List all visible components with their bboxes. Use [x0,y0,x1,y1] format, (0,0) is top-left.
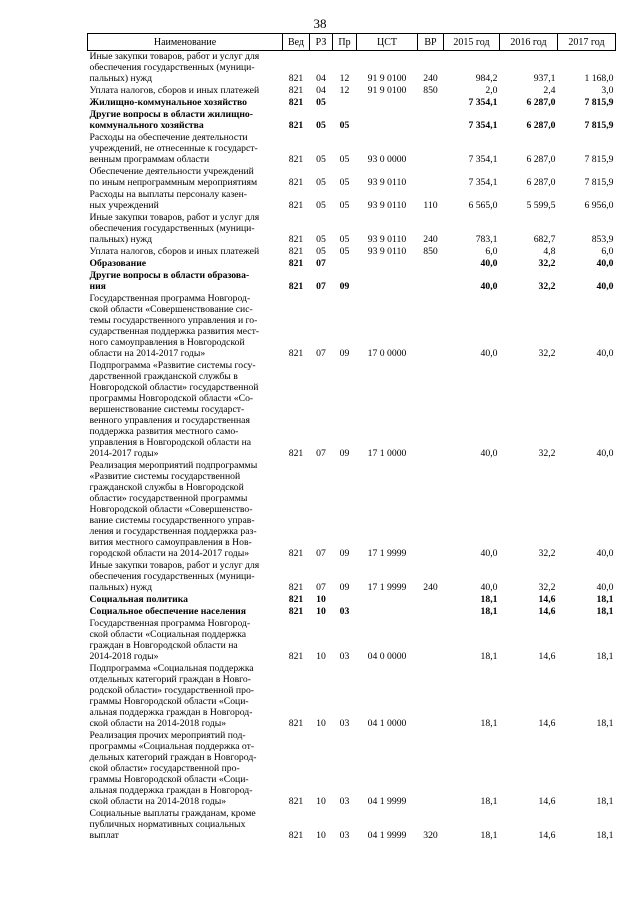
cell-rz: 05 [316,120,326,131]
cell-vr [418,293,444,360]
row-name-line: отдельных категорий граждан в Новго- [89,674,251,685]
row-name-line: вершенствование системы государст- [89,404,245,415]
cell-cst [357,594,418,606]
row-name [88,594,283,606]
cell-y2017: 18,1 [596,594,614,605]
table-row [88,85,616,97]
cell-ved: 821 [288,73,304,84]
row-name [88,730,283,808]
cell-ved: 821 [288,348,304,359]
cell-vr [418,132,444,166]
header-name: Наименование [88,34,283,51]
cell-cst: 17 1 9999 [367,582,407,593]
cell-y2017: 3,0 [601,85,614,96]
table-row [88,293,616,360]
cell-y2015: 18,1 [480,594,498,605]
row-name-line: Расходы на выплаты персоналу казен- [89,189,248,200]
cell-ved: 821 [288,200,304,211]
cell-y2017: 6 956,0 [584,200,614,211]
cell-y2015: 6 565,0 [468,200,498,211]
cell-y2016: 4,8 [543,246,556,257]
row-name-line: области» государственной программы [89,493,248,504]
row-name-line: «Развитие системы государственной [89,471,241,482]
table-header-row [88,34,616,51]
row-name-line: венным программам области [89,154,210,165]
cell-y2015: 18,1 [480,718,498,729]
cell-rz: 05 [316,154,326,165]
row-name-line: по иным непрограммным мероприятиям [89,177,258,188]
cell-y2016: 32,2 [538,258,556,269]
cell-rz: 10 [316,606,326,617]
table-row [88,606,616,618]
cell-rz: 10 [316,651,326,662]
row-name-line: родской области» государственной про- [89,685,255,696]
row-name-line: ской области» государственной про- [89,763,240,774]
cell-y2016: 14,6 [538,606,556,617]
cell-vr [418,730,444,808]
table-row [88,246,616,258]
row-name-line: Уплата налогов, сборов и иных платежей [89,85,260,96]
cell-y2017: 40,0 [596,348,614,359]
cell-y2015: 783,1 [475,234,498,245]
row-name [88,212,283,246]
cell-y2017: 6,0 [601,246,614,257]
cell-ved: 821 [288,548,304,559]
cell-vr [418,618,444,663]
cell-cst [357,606,418,618]
row-name [88,808,283,842]
row-name-line: Другие вопросы в области жилищно- [89,109,253,120]
cell-ved: 821 [288,830,304,841]
row-name [88,618,283,663]
row-name-line: ления и государственная поддержка раз- [89,526,257,537]
row-name-line: ния [89,281,106,292]
cell-y2016: 32,2 [538,548,556,559]
cell-ved: 821 [288,234,304,245]
row-name [88,132,283,166]
header-rz: РЗ [310,34,333,51]
header-ved: Вед [283,34,310,51]
row-name-line: обеспечения государственных (муници- [89,223,255,234]
cell-y2017: 7 815,9 [584,97,614,108]
cell-vr [418,606,444,618]
cell-y2016: 2,4 [543,85,556,96]
cell-pr [333,594,357,606]
row-name-line: Социальная политика [89,594,189,605]
cell-y2017: 18,1 [596,606,614,617]
row-name-line: Государственная программа Новгород- [89,618,251,629]
cell-y2015: 40,0 [480,582,498,593]
cell-vr [418,258,444,270]
cell-cst [357,270,418,293]
cell-y2016: 6 287,0 [526,120,556,131]
cell-y2017: 18,1 [596,651,614,662]
cell-pr: 12 [339,73,350,84]
table-row [88,808,616,842]
cell-vr [418,109,444,132]
cell-y2016: 32,2 [538,582,556,593]
cell-cst: 93 9 0110 [367,234,407,245]
row-name-line: городской области на 2014-2017 годы» [89,548,250,559]
row-name [88,460,283,560]
cell-y2015: 40,0 [480,258,498,269]
row-name-line: ской области «Социальная поддержка [89,629,247,640]
header-cst: ЦСТ [357,34,418,51]
cell-y2015: 40,0 [480,548,498,559]
row-name [88,258,283,270]
cell-pr: 09 [339,582,350,593]
table-row [88,730,616,808]
row-name-line: альная поддержка граждан в Новгород- [89,785,253,796]
cell-y2015: 984,2 [475,73,498,84]
row-name-line: пальных) нужд [89,582,153,593]
row-name [88,560,283,594]
cell-y2015: 7 354,1 [468,154,498,165]
cell-y2016: 6 287,0 [526,154,556,165]
cell-y2016: 32,2 [538,281,556,292]
cell-ved: 821 [288,258,304,269]
row-name [88,293,283,360]
row-name-line: обеспечения государственных (муници- [89,62,255,73]
cell-rz: 05 [316,200,326,211]
cell-pr: 09 [339,348,350,359]
cell-y2017: 40,0 [596,448,614,459]
row-name-line: области на 2014-2017 годы» [89,348,206,359]
cell-pr: 05 [339,120,350,131]
row-name-line: темы государственного управления и го- [89,315,258,326]
table-row [88,258,616,270]
cell-ved: 821 [288,120,304,131]
cell-ved: 821 [288,651,304,662]
cell-rz: 07 [316,448,326,459]
row-name-line: коммунального хозяйства [89,120,204,131]
cell-ved: 821 [288,594,304,605]
row-name [88,360,283,460]
row-name-line: Другие вопросы в области образова- [89,270,250,281]
cell-y2016: 6 287,0 [526,97,556,108]
page-number: 38 [313,16,327,31]
row-name-line: вития местного самоуправления в Нов- [89,537,252,548]
header-2017: 2017 год [558,34,616,51]
row-name-line: Уплата налогов, сборов и иных платежей [89,246,260,257]
row-name-line: Новгородской области» государственной [89,382,259,393]
cell-pr [333,97,357,109]
cell-rz: 05 [316,97,326,108]
row-name [88,270,283,293]
row-name-line: граммы Новгородской области «Соци- [89,774,249,785]
header-2015: 2015 год [444,34,500,51]
table-row [88,109,616,132]
row-name-line: Реализация прочих мероприятий под- [89,730,246,741]
cell-pr: 09 [339,448,350,459]
cell-y2017: 18,1 [596,830,614,841]
row-name-line: гражданской службы в Новгородской [89,482,244,493]
cell-rz: 10 [316,830,326,841]
cell-cst: 17 0 0000 [367,348,407,359]
cell-cst: 17 1 9999 [367,548,407,559]
row-name-line: пальных) нужд [89,234,153,245]
cell-y2015: 18,1 [480,651,498,662]
table-row [88,212,616,246]
cell-y2016: 14,6 [538,830,556,841]
cell-rz: 07 [316,348,326,359]
cell-y2017: 7 815,9 [584,120,614,131]
row-name-line: Образование [89,258,147,269]
row-name-line: поддержка развития местного само- [89,426,239,437]
cell-cst: 93 9 0110 [367,177,407,188]
cell-pr: 12 [339,85,350,96]
cell-y2017: 40,0 [596,258,614,269]
cell-y2015: 40,0 [480,448,498,459]
cell-cst: 93 9 0110 [367,200,407,211]
cell-y2016: 6 287,0 [526,177,556,188]
budget-table-body [88,51,616,843]
cell-pr: 09 [339,281,350,292]
cell-rz: 05 [316,177,326,188]
cell-pr: 05 [339,234,350,245]
row-name-line: ного самоуправления в Новгородской [89,337,245,348]
cell-cst [357,258,418,270]
cell-rz: 10 [316,594,326,605]
row-name-line: Подпрограмма «Развитие системы госу- [89,360,256,371]
cell-vr: 240 [423,582,438,593]
cell-vr [418,360,444,460]
cell-vr [418,460,444,560]
cell-ved: 821 [288,246,304,257]
cell-y2017: 7 815,9 [584,154,614,165]
cell-ved: 821 [288,606,304,617]
row-name-line: дельных категорий граждан в Новгород- [89,752,257,763]
cell-cst [357,109,418,132]
cell-y2016: 682,7 [533,234,556,245]
row-name [88,606,283,618]
cell-rz: 07 [316,548,326,559]
cell-rz: 10 [316,718,326,729]
cell-pr: 03 [339,606,350,617]
row-name-line: Обеспечение деятельности учреждений [89,166,254,177]
cell-y2015: 18,1 [480,606,498,617]
table-row [88,189,616,212]
row-name-line: программы «Социальная поддержка от- [89,741,255,752]
cell-vr: 850 [423,246,438,257]
row-name-line: управления в Новгородской области на [89,437,252,448]
row-name-line: обеспечения государственных (муници- [89,571,255,582]
cell-y2017: 40,0 [596,548,614,559]
cell-rz: 04 [316,85,326,96]
cell-y2016: 14,6 [538,651,556,662]
cell-y2015: 2,0 [485,85,498,96]
row-name-line: учреждений, не отнесенные к государст- [89,143,258,154]
header-vr: ВР [418,34,444,51]
cell-y2015: 7 354,1 [468,120,498,131]
table-row [88,594,616,606]
cell-y2017: 853,9 [591,234,614,245]
row-name [88,166,283,189]
cell-y2016: 14,6 [538,718,556,729]
cell-y2015: 40,0 [480,281,498,292]
row-name-line: граммы Новгородской области «Соци- [89,696,249,707]
row-name-line: Социальные выплаты гражданам, кроме [89,808,256,819]
cell-y2016: 5 599,5 [526,200,556,211]
cell-y2015: 7 354,1 [468,177,498,188]
table-row [88,460,616,560]
cell-ved: 821 [288,85,304,96]
cell-pr: 03 [339,718,350,729]
cell-y2017: 7 815,9 [584,177,614,188]
cell-rz: 07 [316,281,326,292]
cell-y2015: 7 354,1 [468,97,498,108]
cell-y2015: 18,1 [480,796,498,807]
row-name-line: Расходы на обеспечение деятельности [89,132,248,143]
cell-pr: 03 [339,830,350,841]
table-row [88,360,616,460]
cell-ved: 821 [288,796,304,807]
cell-pr: 05 [339,154,350,165]
cell-cst: 93 0 0000 [367,154,407,165]
row-name [88,51,283,86]
cell-pr: 05 [339,200,350,211]
cell-rz: 07 [316,582,326,593]
row-name [88,97,283,109]
row-name-line: Иные закупки товаров, работ и услуг для [89,560,260,571]
cell-ved: 821 [288,448,304,459]
cell-vr: 850 [423,85,438,96]
table-row [88,132,616,166]
cell-pr: 05 [339,246,350,257]
cell-vr [418,97,444,109]
cell-y2016: 32,2 [538,448,556,459]
cell-cst: 04 1 9999 [367,830,407,841]
cell-ved: 821 [288,582,304,593]
cell-rz: 07 [316,258,326,269]
cell-y2017: 40,0 [596,582,614,593]
row-name-line: венного управления и государственная [89,415,250,426]
row-name-line: пальных) нужд [89,73,153,84]
row-name-line: альная поддержка граждан в Новгород- [89,707,253,718]
cell-y2017: 18,1 [596,796,614,807]
row-name-line: Иные закупки товаров, работ и услуг для [89,212,260,223]
cell-vr: 320 [423,830,438,841]
row-name-line: публичных нормативных социальных [89,819,246,830]
row-name-line: выплат [89,830,119,841]
cell-pr: 05 [339,177,350,188]
cell-y2015: 40,0 [480,348,498,359]
row-name-line: программы Новгородской области «Со- [89,393,254,404]
cell-vr: 240 [423,234,438,245]
cell-vr: 110 [423,200,438,211]
row-name-line: ской области на 2014-2018 годы» [89,718,227,729]
cell-rz: 10 [316,796,326,807]
row-name-line: 2014-2017 годы» [89,448,159,459]
table-row [88,560,616,594]
table-row [88,270,616,293]
cell-vr [418,594,444,606]
row-name-line: ской области «Совершенствование сис- [89,304,253,315]
cell-cst: 91 9 0100 [367,85,407,96]
cell-y2017: 18,1 [596,718,614,729]
cell-y2016: 14,6 [538,594,556,605]
cell-y2016: 14,6 [538,796,556,807]
row-name [88,189,283,212]
row-name-line: граждан в Новгородской области на [89,640,238,651]
row-name-line: Иные закупки товаров, работ и услуг для [89,51,260,62]
cell-pr: 03 [339,651,350,662]
row-name [88,85,283,97]
cell-rz: 05 [316,246,326,257]
cell-cst: 93 9 0110 [367,246,407,257]
cell-pr: 09 [339,548,350,559]
cell-ved: 821 [288,177,304,188]
cell-cst: 04 1 0000 [367,718,407,729]
cell-vr [418,270,444,293]
cell-cst: 04 0 0000 [367,651,407,662]
cell-cst [357,97,418,109]
cell-y2015: 6,0 [485,246,498,257]
cell-rz: 04 [316,73,326,84]
row-name-line: сударственная поддержка развития мест- [89,326,260,337]
cell-rz: 05 [316,234,326,245]
cell-ved: 821 [288,281,304,292]
cell-cst: 91 9 0100 [367,73,407,84]
row-name-line: ных учреждений [89,200,159,211]
table-row [88,97,616,109]
row-name [88,663,283,730]
cell-pr [333,258,357,270]
row-name-line: дарственной гражданской службы в [89,371,238,382]
row-name [88,109,283,132]
cell-y2015: 18,1 [480,830,498,841]
table-row [88,166,616,189]
row-name-line: 2014-2018 годы» [89,651,159,662]
row-name-line: Государственная программа Новгород- [89,293,251,304]
cell-y2016: 937,1 [533,73,556,84]
row-name-line: Подпрограмма «Социальная поддержка [89,663,254,674]
row-name-line: Реализация мероприятий подпрограммы [89,460,258,471]
cell-y2017: 40,0 [596,281,614,292]
budget-table [87,33,616,842]
cell-ved: 821 [288,718,304,729]
header-pr: Пр [333,34,357,51]
table-row [88,51,616,86]
cell-vr [418,166,444,189]
header-2016: 2016 год [500,34,558,51]
cell-y2016: 32,2 [538,348,556,359]
row-name [88,246,283,258]
cell-cst: 17 1 0000 [367,448,407,459]
cell-pr: 03 [339,796,350,807]
cell-y2017: 1 168,0 [584,73,614,84]
row-name-line: Новгородской области «Совершенство- [89,504,253,515]
cell-vr [418,663,444,730]
row-name-line: Жилищно-коммунальное хозяйство [89,97,247,108]
table-row [88,663,616,730]
cell-vr: 240 [423,73,438,84]
cell-ved: 821 [288,97,304,108]
cell-cst: 04 1 9999 [367,796,407,807]
table-row [88,618,616,663]
row-name-line: Социальное обеспечение населения [89,606,246,617]
row-name-line: ской области на 2014-2018 годы» [89,796,227,807]
cell-ved: 821 [288,154,304,165]
row-name-line: вание системы государственного управ- [89,515,255,526]
